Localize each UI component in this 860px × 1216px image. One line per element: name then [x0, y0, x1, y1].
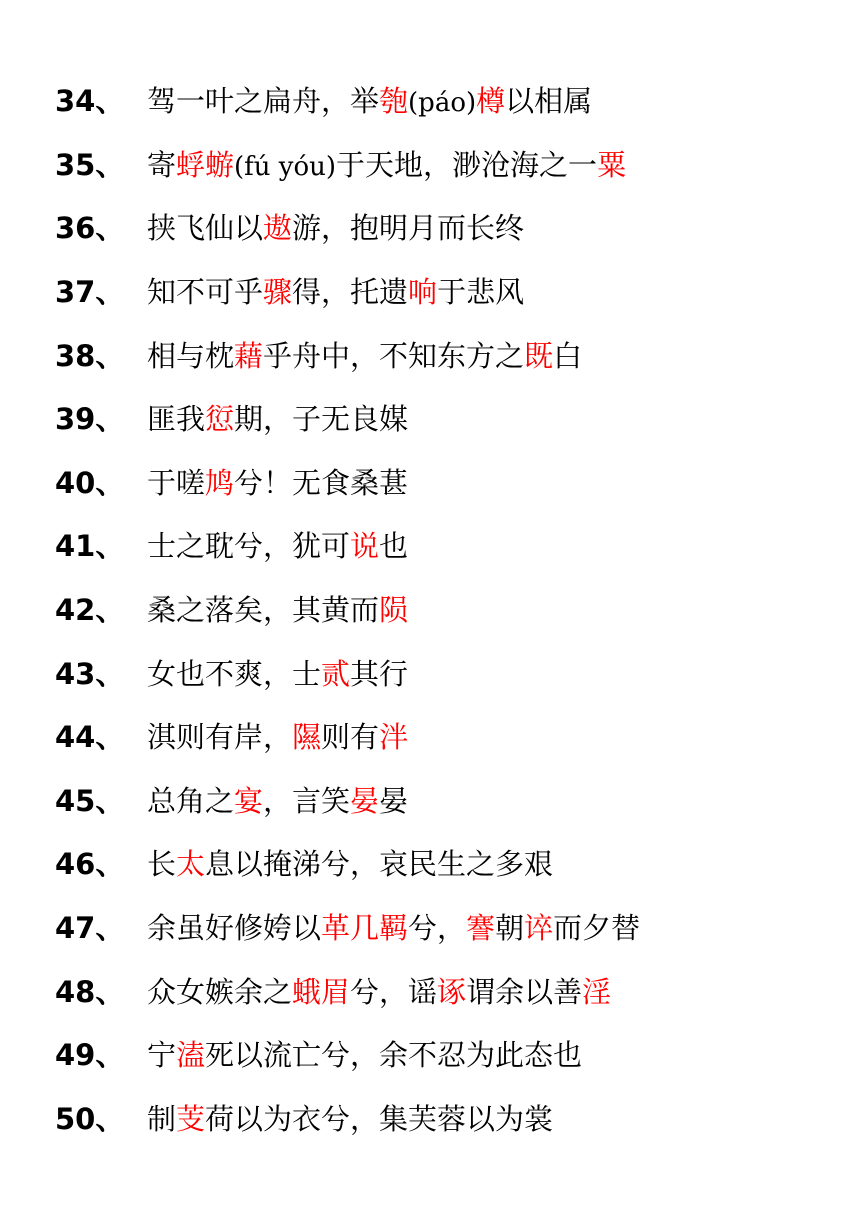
sentence-text: 谓余以善 — [466, 974, 583, 1009]
item-sentence — [147, 842, 553, 883]
sentence-text: 则有 — [321, 720, 380, 755]
highlighted-character: 藉 — [234, 338, 264, 373]
sentence-text: ，言笑 — [263, 783, 351, 818]
list-item — [0, 386, 860, 450]
sentence-list — [0, 68, 860, 1149]
sentence-text: 桑之落矣，其黄而 — [147, 593, 380, 628]
list-item — [0, 640, 860, 704]
sentence-text: 朝 — [495, 911, 525, 946]
list-item — [0, 958, 860, 1022]
list-item — [0, 768, 860, 832]
item-number: 40、 — [55, 465, 125, 500]
highlighted-character: 宴 — [234, 783, 264, 818]
list-item — [0, 704, 860, 768]
highlighted-character: 说 — [350, 529, 380, 564]
sentence-text: 寄 — [147, 147, 177, 182]
highlighted-character: 诼 — [437, 974, 467, 1009]
highlighted-character: 樽 — [476, 84, 506, 119]
highlighted-character: 革几羁 — [321, 911, 409, 946]
sentence-text: 其行 — [350, 656, 409, 691]
highlighted-character: 謇 — [466, 911, 496, 946]
sentence-text: 总角之 — [147, 783, 235, 818]
highlighted-character: 蜉蝣 — [176, 147, 235, 182]
sentence-text: 兮，谣 — [350, 974, 438, 1009]
highlighted-character: 骤 — [263, 275, 293, 310]
sentence-text: 也 — [379, 529, 409, 564]
highlighted-character: 响 — [408, 275, 438, 310]
sentence-text: 众女嫉余之 — [147, 974, 293, 1009]
sentence-text: 相与枕 — [147, 338, 235, 373]
pinyin-annotation: (fú yóu) — [234, 151, 337, 182]
item-sentence — [147, 206, 524, 247]
sentence-text: 白 — [553, 338, 583, 373]
item-number: 41、 — [55, 529, 125, 564]
item-number: 37、 — [55, 275, 125, 310]
highlighted-character: 愆 — [205, 402, 235, 437]
item-sentence — [147, 143, 626, 184]
item-sentence — [147, 588, 408, 629]
list-item — [0, 1022, 860, 1086]
list-item — [0, 577, 860, 641]
list-item — [0, 450, 860, 514]
highlighted-character: 匏 — [379, 84, 409, 119]
item-number: 38、 — [55, 338, 125, 373]
item-sentence — [147, 1033, 582, 1074]
sentence-text: 息以掩涕兮，哀民生之多艰 — [205, 847, 554, 882]
item-sentence — [147, 779, 408, 820]
highlighted-character: 泮 — [379, 720, 409, 755]
item-number: 46、 — [55, 847, 125, 882]
sentence-text: 乎舟中，不知东方之 — [263, 338, 525, 373]
list-item — [0, 322, 860, 386]
item-number: 42、 — [55, 593, 125, 628]
list-item — [0, 132, 860, 196]
item-sentence — [147, 652, 408, 693]
sentence-text: 游，抱明月而长终 — [292, 211, 525, 246]
item-number: 50、 — [55, 1101, 125, 1136]
item-number: 49、 — [55, 1038, 125, 1073]
highlighted-character: 粟 — [597, 147, 627, 182]
sentence-text: 匪我 — [147, 402, 206, 437]
sentence-text: 于悲风 — [437, 275, 525, 310]
sentence-text: 宁 — [147, 1038, 177, 1073]
highlighted-character: 晏 — [350, 783, 380, 818]
highlighted-character: 既 — [524, 338, 554, 373]
list-item — [0, 259, 860, 323]
item-number: 48、 — [55, 974, 125, 1009]
item-sentence — [147, 524, 408, 565]
item-sentence — [147, 461, 408, 502]
list-item — [0, 895, 860, 959]
highlighted-character: 淫 — [582, 974, 612, 1009]
highlighted-character: 陨 — [379, 593, 409, 628]
sentence-text: 女也不爽，士 — [147, 656, 322, 691]
item-sentence — [147, 334, 582, 375]
list-item — [0, 195, 860, 259]
item-number: 44、 — [55, 720, 125, 755]
item-sentence — [147, 970, 611, 1011]
sentence-text: 而夕替 — [553, 911, 641, 946]
sentence-text: 得，托遗 — [292, 275, 409, 310]
list-item — [0, 1086, 860, 1150]
sentence-text: 士之耽兮，犹可 — [147, 529, 351, 564]
item-sentence — [147, 270, 524, 311]
sentence-text: 荷以为衣兮，集芙蓉以为裳 — [205, 1101, 554, 1136]
item-number: 47、 — [55, 911, 125, 946]
item-sentence — [147, 715, 408, 756]
sentence-text: 以相属 — [505, 84, 593, 119]
highlighted-character: 鸠 — [205, 465, 235, 500]
list-item — [0, 831, 860, 895]
pinyin-annotation: (páo) — [408, 88, 477, 119]
highlighted-character: 溘 — [176, 1038, 206, 1073]
sentence-text: 驾一叶之扁舟，举 — [147, 84, 380, 119]
item-sentence — [147, 1097, 553, 1138]
sentence-text: 余虽好修姱以 — [147, 911, 322, 946]
item-number: 43、 — [55, 656, 125, 691]
item-number: 34、 — [55, 84, 125, 119]
sentence-text: 晏 — [379, 783, 409, 818]
sentence-text: 期，子无良媒 — [234, 402, 409, 437]
highlighted-character: 芰 — [176, 1101, 206, 1136]
sentence-text: 制 — [147, 1101, 177, 1136]
sentence-text: 兮！无食桑葚 — [234, 465, 409, 500]
highlighted-character: 遨 — [263, 211, 293, 246]
list-item — [0, 68, 860, 132]
sentence-text: 于嗟 — [147, 465, 206, 500]
sentence-text: 死以流亡兮，余不忍为此态也 — [205, 1038, 583, 1073]
item-sentence — [147, 397, 408, 438]
item-number: 45、 — [55, 783, 125, 818]
sentence-text: 知不可乎 — [147, 275, 264, 310]
sentence-text: 兮， — [408, 911, 467, 946]
item-sentence — [147, 79, 592, 120]
sentence-text: 淇则有岸， — [147, 720, 293, 755]
sentence-text: 长 — [147, 847, 177, 882]
item-number: 39、 — [55, 402, 125, 437]
highlighted-character: 隰 — [292, 720, 322, 755]
highlighted-character: 贰 — [321, 656, 351, 691]
item-sentence — [147, 906, 640, 947]
item-number: 35、 — [55, 147, 125, 182]
highlighted-character: 蛾眉 — [292, 974, 351, 1009]
list-item — [0, 513, 860, 577]
sentence-text: 挟飞仙以 — [147, 211, 264, 246]
sentence-text: 于天地，渺沧海之一 — [336, 147, 598, 182]
item-number: 36、 — [55, 211, 125, 246]
highlighted-character: 太 — [176, 847, 206, 882]
highlighted-character: 谇 — [524, 911, 554, 946]
